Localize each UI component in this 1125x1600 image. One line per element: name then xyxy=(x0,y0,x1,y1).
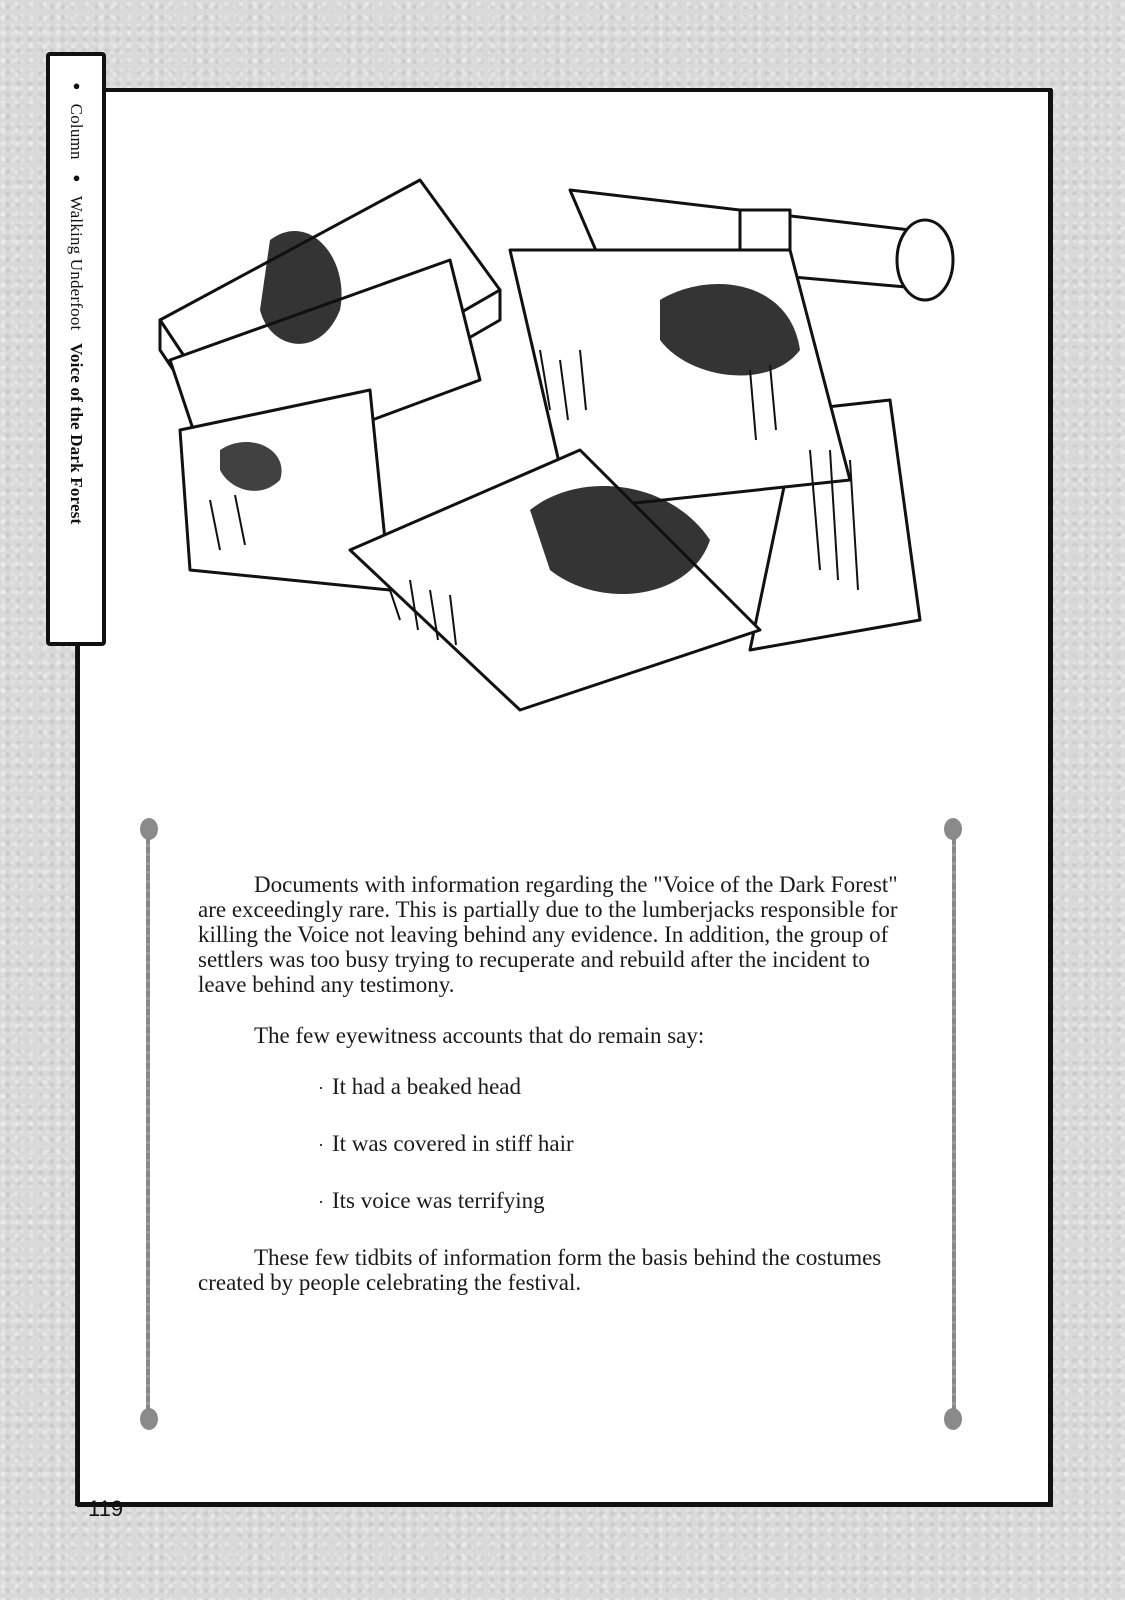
bullet-icon: · xyxy=(318,1078,324,1098)
panel-corner-ornament xyxy=(140,1408,158,1430)
column-subtitle: Walking Underfoot xyxy=(67,195,86,331)
column-side-tab xyxy=(46,52,106,646)
list-item xyxy=(318,1188,898,1215)
list-item-text: It was covered in stiff hair xyxy=(332,1131,574,1156)
panel-corner-ornament xyxy=(140,818,158,840)
bullet-icon: · xyxy=(318,1192,324,1212)
list-item-text: Its voice was terrifying xyxy=(332,1188,545,1213)
paragraph: Documents with information regarding the "Voice of the Dark Forest" are exceedingly rare. This is partially due to the lumberjacks responsible for killing the Voice not leaving behind any evidence. In addition, the group of settlers was too busy trying to recuperate and rebuild after the incident to leave behind any testimony. xyxy=(198,872,898,997)
bullet-dot-icon: ● xyxy=(69,170,84,186)
paragraph: These few tidbits of information form the basis behind the costumes created by people celebrating the festival. xyxy=(198,1245,882,1295)
page-number: 119 xyxy=(88,1496,124,1521)
panel-border-right xyxy=(952,838,956,1410)
side-tab-text xyxy=(66,56,86,524)
list-item xyxy=(318,1131,898,1158)
panel-corner-ornament xyxy=(944,1408,962,1430)
body-text xyxy=(198,872,898,1321)
list-item-text: It had a beaked head xyxy=(332,1074,522,1099)
column-title: Voice of the Dark Forest xyxy=(67,342,86,525)
panel-border-left xyxy=(146,838,150,1410)
column-label: Column xyxy=(67,103,86,160)
bullet-icon: · xyxy=(318,1135,324,1155)
eyewitness-list xyxy=(198,1074,898,1215)
panel-corner-ornament xyxy=(944,818,962,840)
list-item xyxy=(318,1074,898,1101)
bullet-dot-icon: ● xyxy=(69,78,84,94)
text-panel xyxy=(140,818,962,1430)
documents-illustration xyxy=(150,150,960,750)
paragraph: The few eyewitness accounts that do remain say: xyxy=(254,1023,705,1048)
